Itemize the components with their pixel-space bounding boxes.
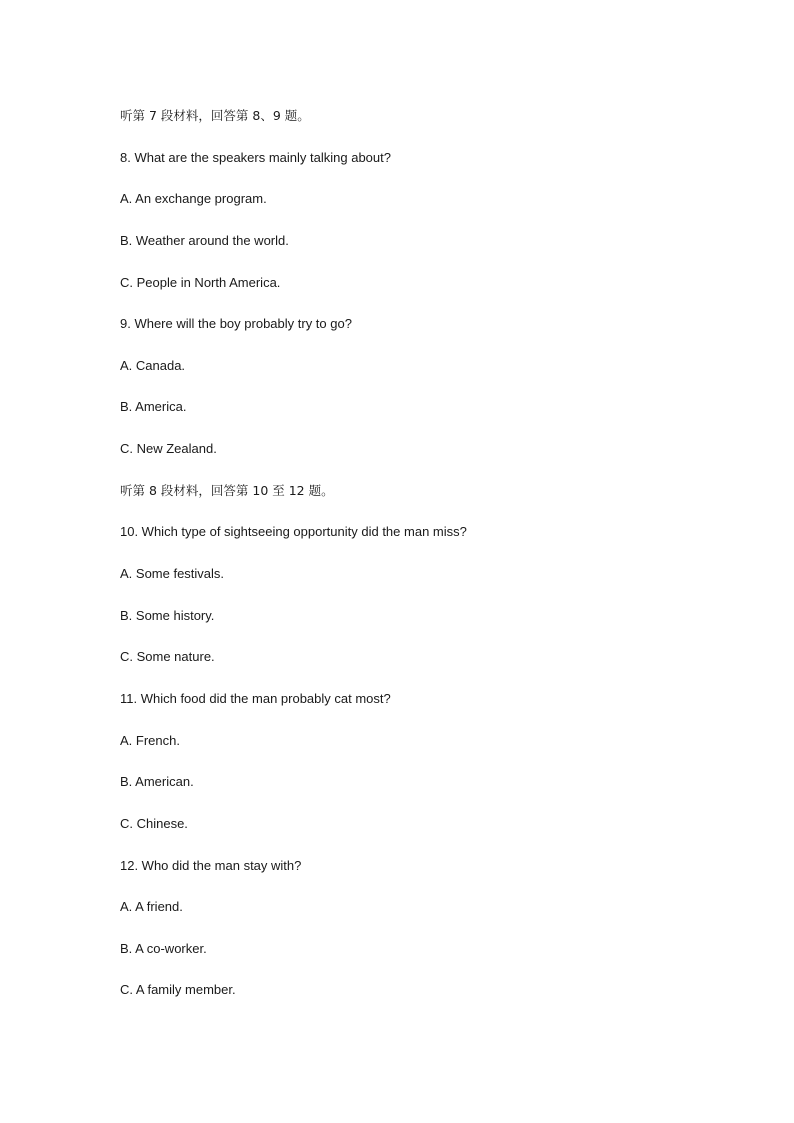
question-9-option-c: C. New Zealand. [120,441,217,457]
question-11-option-c: C. Chinese. [120,815,188,831]
question-9-option-b: B. America. [120,399,187,415]
question-8-option-b: B. Weather around the world. [120,232,289,248]
question-8-option-c: C. People in North America. [120,274,281,290]
question-11-option-a: A. French. [120,732,180,748]
question-12-option-c: C. A family member. [120,982,236,998]
question-12-option-b: B. A co-worker. [120,940,207,956]
question-10-option-b: B. Some history. [120,607,215,623]
question-12: 12. Who did the man stay with? [120,857,302,873]
document-content [120,104,740,1020]
question-12-option-a: A. A friend. [120,899,183,915]
question-9-option-a: A. Canada. [120,357,186,373]
section-heading-2: 听第 8 段材料，回答第 10 至 12 题。 [120,482,334,498]
section-heading-1: 听第 7 段材料，回答第 8、9 题。 [120,108,310,123]
question-11: 11. Which food did the man probably cat most? [120,690,391,706]
question-10-option-c: C. Some nature. [120,649,215,665]
question-10-option-a: A. Some festivals. [120,566,225,582]
question-11-option-b: B. American. [120,774,194,790]
question-10: 10. Which type of sightseeing opportunity did the man miss? [120,524,467,540]
question-8: 8. What are the speakers mainly talking about? [120,149,391,165]
question-8-option-a: A. An exchange program. [120,191,267,207]
question-9: 9. Where will the boy probably try to go? [120,316,352,332]
